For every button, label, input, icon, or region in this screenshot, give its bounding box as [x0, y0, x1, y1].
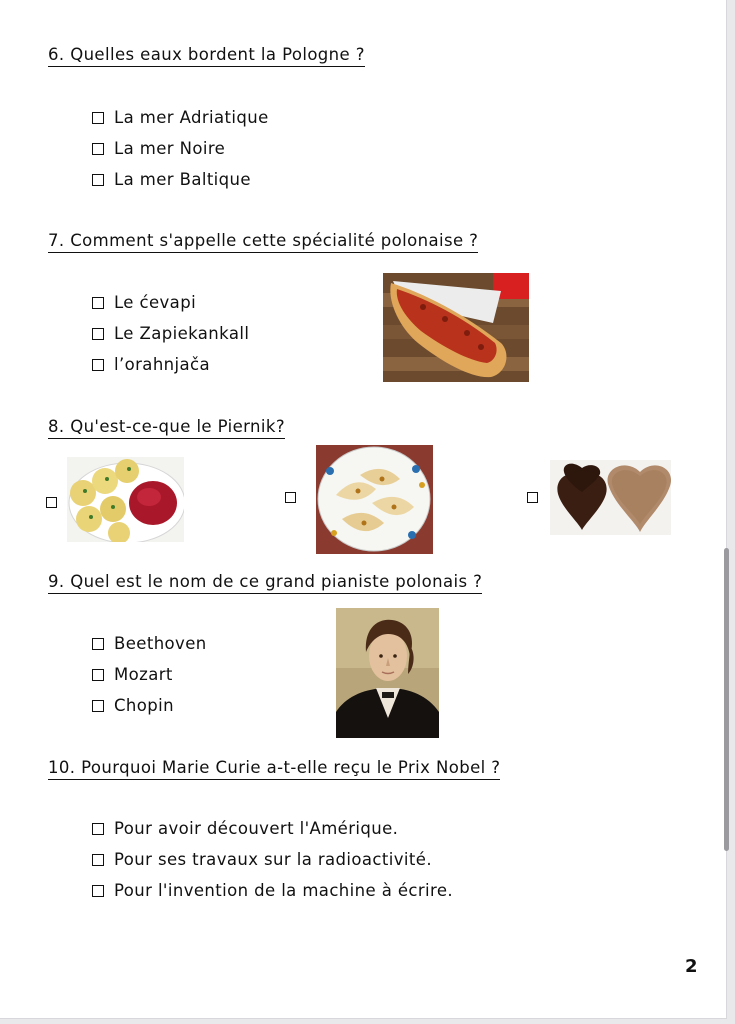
checkbox[interactable]	[92, 823, 104, 835]
checkbox[interactable]	[92, 669, 104, 681]
pierogi-plate-photo	[316, 445, 433, 554]
question-7: 7. Comment s'appelle cette spécialité polonaise ?	[48, 231, 478, 253]
option-7-b[interactable]: Le Zapiekankall	[92, 318, 249, 349]
checkbox[interactable]	[92, 359, 104, 371]
question-10: 10. Pourquoi Marie Curie a-t-elle reçu le Prix Nobel ?	[48, 758, 500, 780]
option-10-c[interactable]: Pour l'invention de la machine à écrire.	[92, 875, 453, 906]
checkbox[interactable]	[92, 112, 104, 124]
option-9-b[interactable]: Mozart	[92, 659, 207, 690]
question-9: 9. Quel est le nom de ce grand pianiste polonais ?	[48, 572, 482, 594]
question-10-options	[92, 813, 453, 906]
checkbox[interactable]	[92, 885, 104, 897]
checkbox[interactable]	[92, 328, 104, 340]
option-9-c[interactable]: Chopin	[92, 690, 207, 721]
option-6-a[interactable]: La mer Adriatique	[92, 102, 269, 133]
zapiekanka-photo	[383, 273, 529, 382]
page-number: 2	[685, 956, 698, 977]
question-6-options	[92, 102, 269, 195]
question-9-options	[92, 628, 207, 721]
question-8: 8. Qu'est-ce-que le Piernik?	[48, 417, 285, 439]
checkbox[interactable]	[92, 700, 104, 712]
dumplings-beetroot-photo	[67, 457, 184, 542]
option-7-a[interactable]: Le ćevapi	[92, 287, 249, 318]
question-6: 6. Quelles eaux bordent la Pologne ?	[48, 45, 365, 67]
question-7-options	[92, 287, 249, 380]
checkbox[interactable]	[92, 638, 104, 650]
checkbox[interactable]	[92, 174, 104, 186]
option-6-c[interactable]: La mer Baltique	[92, 164, 269, 195]
option-6-b[interactable]: La mer Noire	[92, 133, 269, 164]
chopin-portrait-photo	[336, 608, 439, 738]
checkbox-8-c[interactable]	[527, 492, 538, 503]
option-9-a[interactable]: Beethoven	[92, 628, 207, 659]
vertical-scrollbar[interactable]	[724, 548, 729, 851]
gingerbread-hearts-photo	[550, 460, 671, 535]
checkbox-8-a[interactable]	[46, 497, 57, 508]
option-10-a[interactable]: Pour avoir découvert l'Amérique.	[92, 813, 453, 844]
checkbox[interactable]	[92, 854, 104, 866]
checkbox[interactable]	[92, 143, 104, 155]
checkbox[interactable]	[92, 297, 104, 309]
checkbox-8-b[interactable]	[285, 492, 296, 503]
option-10-b[interactable]: Pour ses travaux sur la radioactivité.	[92, 844, 453, 875]
option-7-c[interactable]: l’orahnjača	[92, 349, 249, 380]
